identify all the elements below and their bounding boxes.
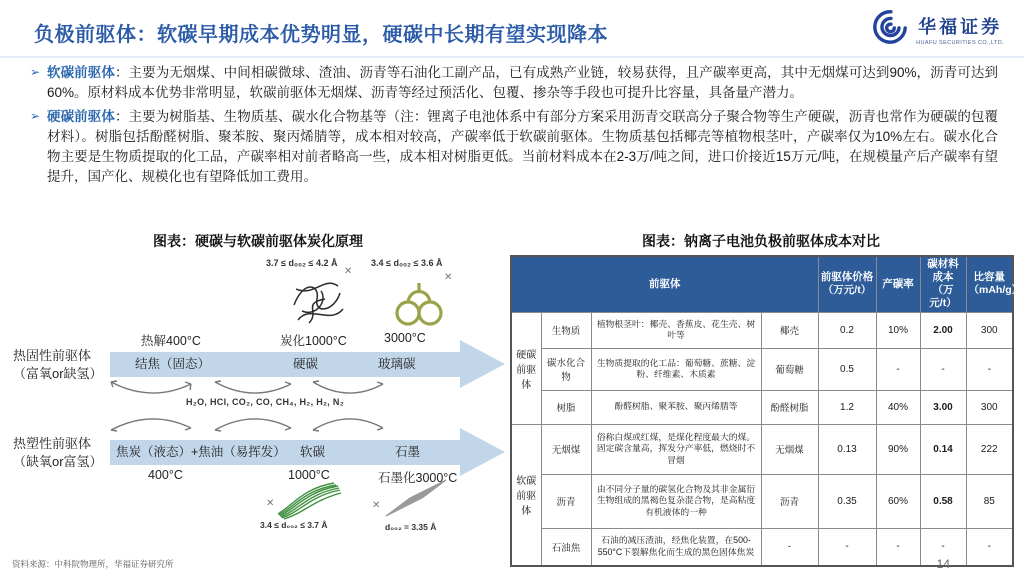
arrow-bullet-icon: ➢ <box>30 65 41 79</box>
table-row <box>511 474 1013 528</box>
table-row <box>511 390 1013 424</box>
right-figure-caption: 图表：钠离子电池负极前驱体成本对比 <box>642 233 880 249</box>
hard-carbon-structure-sketch <box>288 273 350 336</box>
cell-price: - <box>818 528 876 566</box>
precursor-group-label: 软碳前驱体 <box>511 424 541 566</box>
gas-emission-arrows <box>103 413 403 438</box>
d-spacing-cross-icon: ✕ <box>266 498 275 509</box>
bullet-hard-carbon <box>30 107 998 188</box>
precursor-group-label: 硬碳前驱体 <box>511 312 541 424</box>
stage-temp: 400°C <box>148 468 183 482</box>
cell-capacity: 300 <box>966 312 1013 348</box>
table-row <box>511 312 1013 348</box>
cell-yield: 10% <box>876 312 920 348</box>
bullet-soft-carbon <box>30 63 998 104</box>
bullet-lead: 硬碳前驱体 <box>47 108 115 124</box>
cell-capacity: - <box>966 348 1013 390</box>
bullet-lead: 软碳前驱体 <box>47 65 115 80</box>
company-logo <box>871 8 1004 51</box>
cell-capacity: - <box>966 528 1013 566</box>
cell-cost: - <box>920 348 966 390</box>
page-title: 负极前驱体：软碳早期成本优势明显，硬碳中长期有望实现降本 <box>34 24 608 46</box>
cell-desc: 生物质提取的化工品：葡萄糖、蔗糖、淀粉、纤维素、木质素 <box>591 348 761 390</box>
cell-type: 碳水化合物 <box>541 348 591 390</box>
thermoplastic-precursor-label <box>13 435 113 470</box>
stage-name: 玻璃碳 <box>378 357 416 371</box>
cell-desc: 植物根茎叶：椰壳、香蕉皮、花生壳、树叶等 <box>591 312 761 348</box>
cell-capacity: 85 <box>966 474 1013 528</box>
cell-yield: 40% <box>876 390 920 424</box>
cell-price: 1.2 <box>818 390 876 424</box>
stage-name: 焦炭（液态）+焦油（易挥发） <box>116 445 286 459</box>
cell-type: 无烟煤 <box>541 424 591 474</box>
arrow-bullet-icon: ➢ <box>30 108 41 123</box>
cell-cost: 0.58 <box>920 474 966 528</box>
stage-temp: 热解400°C <box>141 334 201 348</box>
released-gases-label: H₂O, HCl, CO₂, CO, CH₄, H₂, H₂, N₂ <box>186 397 344 407</box>
label-line: 热塑性前驱体 <box>13 436 92 451</box>
stage-temp: 3000°C <box>384 331 426 345</box>
stage-name: 软碳 <box>300 445 326 459</box>
cell-cost: 3.00 <box>920 390 966 424</box>
cell-price: 0.5 <box>818 348 876 390</box>
cell-cost: 2.00 <box>920 312 966 348</box>
label-line: （富氧or缺氢） <box>13 365 103 381</box>
cell-capacity: 222 <box>966 424 1013 474</box>
d002-graphite-label: d₀₀₂ = 3.35 Å <box>385 522 437 532</box>
precursor-cost-table <box>510 255 1023 567</box>
carbonization-diagram <box>8 228 508 558</box>
logo-company-name: 华福证券 <box>918 17 1003 37</box>
cost-table-body <box>511 312 1013 566</box>
cell-price: 0.13 <box>818 424 876 474</box>
stage-name: 硬碳 <box>293 357 319 371</box>
header-precursor: 前驱体 <box>511 256 818 312</box>
label-line: （缺氧or富氢） <box>13 453 103 469</box>
stage-temp: 炭化1000°C <box>280 334 347 348</box>
d002-hard-carbon-label: 3.7 ≤ d₀₀₂ ≤ 4.2 Å <box>266 258 338 268</box>
slide-header <box>0 0 1024 58</box>
stage-name: 结焦（固态） <box>135 357 211 371</box>
summary-bullets <box>30 63 998 191</box>
thermoset-precursor-label <box>13 347 113 382</box>
d002-glassy-carbon-label: 3.4 ≤ d₀₀₂ ≤ 3.6 Å <box>371 258 443 268</box>
cell-yield: 60% <box>876 474 920 528</box>
cell-example: 酚醛树脂 <box>761 390 818 424</box>
cell-type: 沥青 <box>541 474 591 528</box>
cell-type: 生物质 <box>541 312 591 348</box>
cell-desc: 俗称白煤或红煤，是煤化程度最大的煤。固定碳含量高，挥发分产率低，燃烧时不冒烟 <box>591 424 761 474</box>
cell-desc: 由不同分子量的碳氢化合物及其非金属衍生物组成的黑褐色复杂混合物，是高粘度有机液体的一种 <box>591 474 761 528</box>
logo-company-name-en: HUAFU SECURITIES CO.,LTD. <box>916 40 1004 46</box>
d-spacing-cross-icon: ✕ <box>444 272 453 283</box>
source-note: 资料来源：中科院物理所，华福证券研究所 <box>12 559 174 569</box>
table-header-row <box>511 256 1013 312</box>
cell-price: 0.2 <box>818 312 876 348</box>
header-price: 前驱体价格（万元/t） <box>818 256 876 312</box>
cell-type: 树脂 <box>541 390 591 424</box>
graphite-structure-sketch <box>382 476 454 525</box>
cell-example: - <box>761 528 818 566</box>
d-spacing-cross-icon: ✕ <box>344 266 353 277</box>
cell-type: 石油焦 <box>541 528 591 566</box>
soft-carbon-structure-sketch <box>276 478 342 525</box>
header-capacity: 比容量（mAh/g） <box>966 256 1013 312</box>
cell-capacity: 300 <box>966 390 1013 424</box>
cell-desc: 石油的减压渣油，经焦化装置，在500-550°C下裂解焦化而生成的黑色固体焦炭 <box>591 528 761 566</box>
cell-example: 葡萄糖 <box>761 348 818 390</box>
header-cost: 碳材料成本（万元/t） <box>920 256 966 312</box>
table-row <box>511 424 1013 474</box>
label-line: 热固性前驱体 <box>13 348 92 363</box>
table-row <box>511 348 1013 390</box>
logo-text <box>916 13 1004 46</box>
cell-example: 椰壳 <box>761 312 818 348</box>
glassy-carbon-structure-sketch <box>392 280 447 335</box>
cell-price: 0.35 <box>818 474 876 528</box>
page-number: 14 <box>936 557 950 571</box>
cell-cost: 0.14 <box>920 424 966 474</box>
stage-temp: 石墨化3000°C <box>378 471 458 485</box>
d-spacing-cross-icon: ✕ <box>372 500 381 511</box>
cell-yield: 90% <box>876 424 920 474</box>
stage-temp: 1000°C <box>288 468 330 482</box>
bullet-text: ：主要为无烟煤、中间相碳微球、渣油、沥青等石油化工副产品，已有成熟产业链，较易获得，且产碳率更高，其中无烟煤可达到90%，沥青可达到60%。原材料成本优势非常明显，软碳前驱体无烟煤、沥青等经过预活化、包覆、掺杂等手段也可提升比容量，具备量产潜力。 <box>47 65 999 101</box>
cell-example: 无烟煤 <box>761 424 818 474</box>
cell-yield: - <box>876 348 920 390</box>
header-yield: 产碳率 <box>876 256 920 312</box>
bullet-text: ：主要为树脂基、生物质基、碳水化合物基等（注：锂离子电池体系中有部分方案采用沥青交联高分子聚合物等生产硬碳，沥青也常作为硬碳的包覆材料）。树脂包括酚醛树脂、聚苯胺、聚丙烯腈等，成本相对较高，产碳率低于软碳前驱体。生物质基包括椰壳等植物根茎叶，产碳率仅为10%左右。碳水化合物主要是生物质提取的化工品，产碳率相对前者略高一些，成本相对树脂更低。当前材料成本在2-3万/吨之间，进口价接近15万元/吨，在规模量产后产碳率有望提升，国产化、规模化也有望降低加工费用。 <box>47 108 999 185</box>
stage-name: 石墨 <box>395 445 421 459</box>
cell-desc: 酚醛树脂、聚苯胺、聚丙烯腈等 <box>591 390 761 424</box>
cell-example: 沥青 <box>761 474 818 528</box>
logo-swirl-icon <box>871 8 909 51</box>
left-figure-caption: 图表：硬碳与软碳前驱体炭化原理 <box>153 233 363 249</box>
d002-soft-carbon-label: 3.4 ≤ d₀₀₂ ≤ 3.7 Å <box>260 520 328 530</box>
cell-cost: - <box>920 528 966 566</box>
cell-yield: - <box>876 528 920 566</box>
